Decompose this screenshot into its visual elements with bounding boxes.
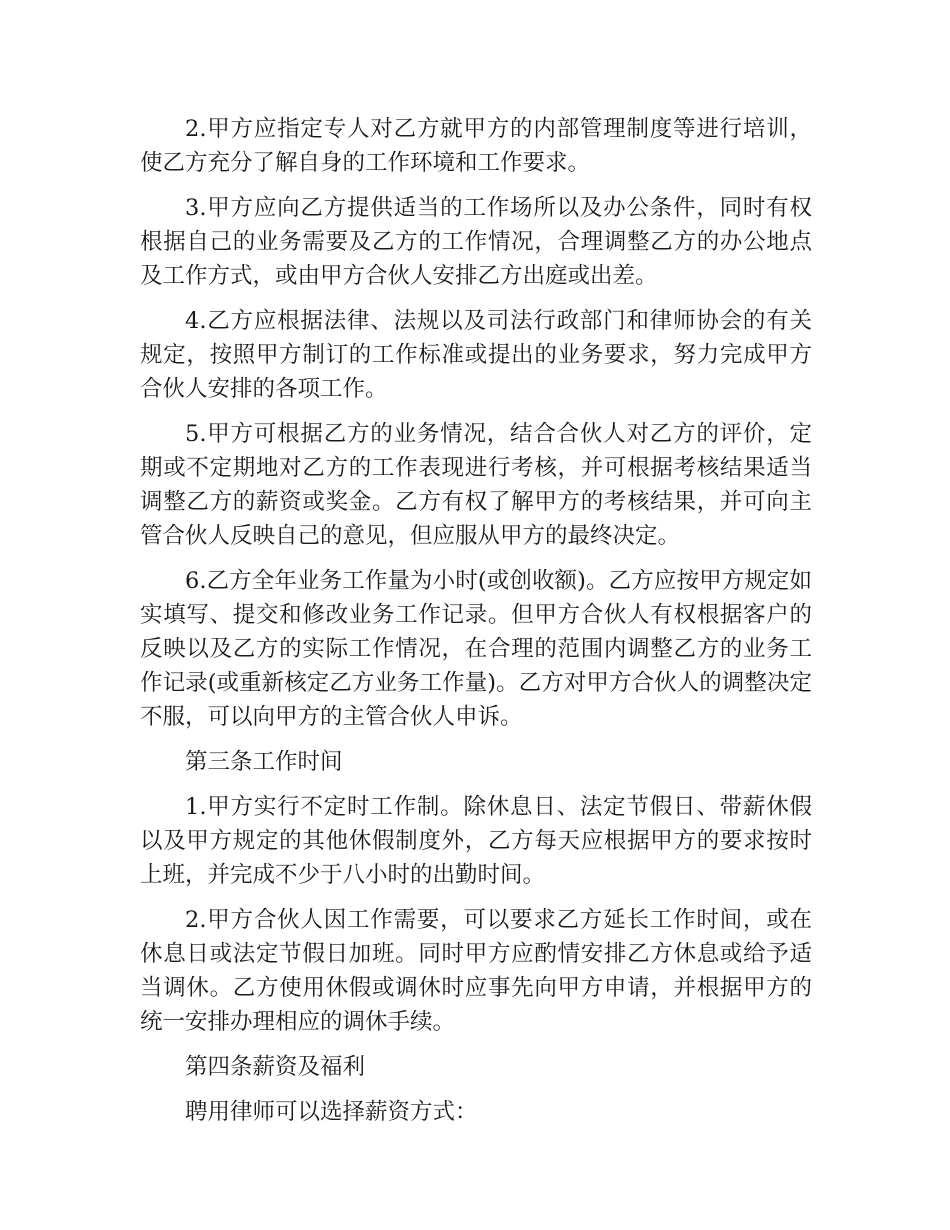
paragraph-workplace: 3.甲方应向乙方提供适当的工作场所以及办公条件，同时有权根据自己的业务需要及乙方的工作情况，合理调整乙方的办公地点及工作方式，或由甲方合伙人安排乙方出庭或出差。 (140, 195, 812, 289)
paragraph-flexible-hours: 1.甲方实行不定时工作制。除休息日、法定节假日、带薪休假以及甲方规定的其他休假制度外，乙方每天应根据甲方的要求按时上班，并完成不少于八小时的出勤时间。 (140, 794, 812, 888)
section-heading-salary: 第四条薪资及福利 (185, 1054, 366, 1080)
paragraph-training: 2.甲方应指定专人对乙方就甲方的内部管理制度等进行培训，使乙方充分了解自身的工作环境和工作要求。 (140, 116, 812, 176)
document-body (140, 112, 812, 1140)
paragraph-overtime: 2.甲方合伙人因工作需要，可以要求乙方延长工作时间，或在休息日或法定节假日加班。同时甲方应酌情安排乙方休息或给予适当调休。乙方使用休假或调休时应事先向甲方申请，并根据甲方的统一安排办理相应的调休手续。 (140, 907, 812, 1035)
paragraph-workload: 6.乙方全年业务工作量为小时(或创收额)。乙方应按甲方规定如实填写、提交和修改业务工作记录。但甲方合伙人有权根据客户的反映以及乙方的实际工作情况，在合理的范围内调整乙方的业务工作记录(或重新核定乙方业务工作量)。乙方对甲方合伙人的调整决定不服，可以向甲方的主管合伙人申诉。 (140, 568, 812, 730)
section-heading-work-hours: 第三条工作时间 (185, 749, 343, 775)
paragraph-duties: 4.乙方应根据法律、法规以及司法行政部门和律师协会的有关规定，按照甲方制订的工作标准或提出的业务要求，努力完成甲方合伙人安排的各项工作。 (140, 308, 812, 402)
paragraph-salary-options: 聘用律师可以选择薪资方式： (185, 1099, 478, 1125)
paragraph-assessment: 5.甲方可根据乙方的业务情况，结合合伙人对乙方的评价，定期或不定期地对乙方的工作表现进行考核，并可根据考核结果适当调整乙方的薪资或奖金。乙方有权了解甲方的考核结果，并可向主管合伙人反映自己的意见，但应服从甲方的最终决定。 (140, 421, 812, 549)
